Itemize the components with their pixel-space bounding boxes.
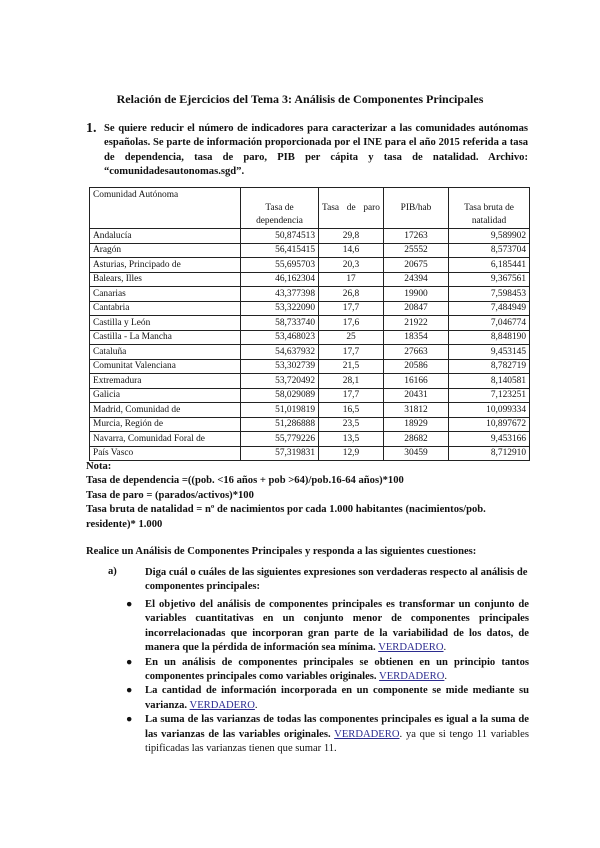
table-row [90,243,530,258]
cell-unemployment: 17,6 [319,316,384,331]
cell-birth-rate: 8,140581 [449,374,530,389]
answer-verdadero: VERDADERO [334,728,400,740]
bullet-icon: ● [126,656,133,668]
cell-gdp: 25552 [384,243,449,258]
cell-community: Galicia [90,388,241,403]
cell-unemployment: 16,5 [319,403,384,418]
bullet-icon: ● [126,714,133,726]
note-dependency: Tasa de dependencia =((pob. <16 años + pob >64)/pob.16-64 años)*100 [86,475,404,487]
cell-dependency: 53,468023 [241,330,319,345]
cell-birth-rate: 7,598453 [449,287,530,302]
cell-unemployment: 17,7 [319,345,384,360]
cell-gdp: 21922 [384,316,449,331]
header-unemployment: Tasa de paro [319,188,384,229]
cell-community: Navarra, Comunidad Foral de [90,432,241,447]
table-header-row [90,188,530,229]
cell-gdp: 19900 [384,287,449,302]
cell-unemployment: 17,7 [319,301,384,316]
statement-text: La suma de las varianzas de todas las componentes principales es igual a la suma de las varianzas de las variables originales. [145,714,529,740]
table-row [90,432,530,447]
cell-dependency: 43,377398 [241,287,319,302]
table-row [90,272,530,287]
cell-dependency: 55,695703 [241,258,319,273]
statement-extra: . ya que si tengo 11 variables tipificadas las varianzas tienen que sumar 11. [145,728,529,755]
cell-gdp: 18929 [384,417,449,432]
cell-gdp: 28682 [384,432,449,447]
question-a-text: Diga cuál o cuáles de las siguientes expresiones son verdaderas respecto al análisis de componentes principales: [145,567,528,593]
table-row [90,403,530,418]
cell-unemployment: 17 [319,272,384,287]
cell-community: Cantabria [90,301,241,316]
table-row [90,229,530,244]
cell-unemployment: 21,5 [319,359,384,374]
notes-block [86,460,526,532]
cell-birth-rate: 8,848190 [449,330,530,345]
statement-text: El objetivo del análisis de componentes principales es transformar un conjunto de variables cuantitativas en un conjunto menor de componentes principales incorrelacionadas que incorporan gran parte de la variabilidad de los datos, de manera que la pérdida de información sea mínima. [145,599,529,654]
bullet-icon: ● [126,599,133,610]
cell-community: Comunitat Valenciana [90,359,241,374]
cell-gdp: 24394 [384,272,449,287]
cell-unemployment: 13,5 [319,432,384,447]
statement-end: . [444,671,448,683]
cell-dependency: 58,029089 [241,388,319,403]
cell-birth-rate: 10,897672 [449,417,530,432]
statement-item [126,713,529,756]
cell-dependency: 46,162304 [241,272,319,287]
cell-unemployment: 29,8 [319,229,384,244]
statement-item [126,684,529,713]
cell-community: Balears, Illes [90,272,241,287]
cell-birth-rate: 8,573704 [449,243,530,258]
cell-unemployment: 14,6 [319,243,384,258]
cell-unemployment: 20,3 [319,258,384,273]
cell-dependency: 51,286888 [241,417,319,432]
cell-gdp: 16166 [384,374,449,389]
cell-unemployment: 25 [319,330,384,345]
table-row [90,330,530,345]
cell-community: Andalucía [90,229,241,244]
cell-birth-rate: 9,453166 [449,432,530,447]
cell-gdp: 20586 [384,359,449,374]
note-birth: Tasa bruta de natalidad = nº de nacimientos por cada 1.000 habitantes (nacimientos/pob. residente)* 1.000 [86,504,486,530]
statement-item [126,598,529,656]
header-community: Comunidad Autónoma [90,188,241,229]
statement-item [126,656,529,685]
cell-community: Murcia, Región de [90,417,241,432]
answer-verdadero: VERDADERO [378,642,444,654]
cell-birth-rate: 7,046774 [449,316,530,331]
cell-gdp: 20847 [384,301,449,316]
cell-dependency: 56,415415 [241,243,319,258]
table-row [90,374,530,389]
statement-text: La cantidad de información incorporada en un componente se mide mediante su varianza. [145,685,529,711]
cell-unemployment: 12,9 [319,446,384,461]
cell-gdp: 27663 [384,345,449,360]
table-row [90,258,530,273]
cell-dependency: 55,779226 [241,432,319,447]
cell-birth-rate: 7,484949 [449,301,530,316]
cell-birth-rate: 9,453145 [449,345,530,360]
document-title: Relación de Ejercicios del Tema 3: Análisis de Componentes Principales [116,92,484,106]
cell-gdp: 17263 [384,229,449,244]
cell-gdp: 20431 [384,388,449,403]
notes-heading: Nota: [86,461,112,472]
answer-verdadero: VERDADERO [379,671,445,683]
cell-unemployment: 28,1 [319,374,384,389]
cell-dependency: 53,720492 [241,374,319,389]
data-table [89,187,530,461]
cell-birth-rate: 9,589902 [449,229,530,244]
statement-end: . [254,699,258,711]
header-gdp: PIB/hab [384,188,449,229]
cell-community: Aragón [90,243,241,258]
bullet-icon: ● [126,685,133,697]
cell-birth-rate: 9,367561 [449,272,530,287]
table-row [90,388,530,403]
cell-gdp: 30459 [384,446,449,461]
statement-text: En un análisis de componentes principales se obtienen en un principio tantos componentes principales como variables originales. [145,656,529,683]
header-dependency: Tasa de dependencia [241,188,319,229]
cell-dependency: 54,637932 [241,345,319,360]
answer-verdadero: VERDADERO [189,699,255,711]
cell-gdp: 31812 [384,403,449,418]
cell-birth-rate: 10,099334 [449,403,530,418]
cell-dependency: 50,874513 [241,229,319,244]
statement-end: . [443,642,447,654]
exercise-number: 1. [86,121,97,136]
cell-dependency: 53,322090 [241,301,319,316]
cell-unemployment: 17,7 [319,388,384,403]
cell-birth-rate: 8,782719 [449,359,530,374]
cell-unemployment: 23,5 [319,417,384,432]
cell-unemployment: 26,8 [319,287,384,302]
table-row [90,316,530,331]
statements-list [126,598,529,756]
cell-community: Castilla - La Mancha [90,330,241,345]
cell-birth-rate: 6,185441 [449,258,530,273]
table-row [90,287,530,302]
cell-community: Cataluña [90,345,241,360]
cell-birth-rate: 8,712910 [449,446,530,461]
cell-community: País Vasco [90,446,241,461]
table-row [90,345,530,360]
cell-dependency: 57,319831 [241,446,319,461]
cell-community: Madrid, Comunidad de [90,403,241,418]
instructions: Realice un Análisis de Componentes Principales y responda a las siguientes cuestiones: [86,546,477,557]
cell-community: Asturias, Principado de [90,258,241,273]
cell-gdp: 20675 [384,258,449,273]
cell-dependency: 53,302739 [241,359,319,374]
exercise-intro: Se quiere reducir el número de indicadores para caracterizar a las comunidades autónomas españolas. Se parte de información proporcionada por el INE para el año 2015 referida a tasa de dependencia, tasa de paro, PIB per cápita y tasa de natalidad. Archivo: “comunidadesautonomas.sgd”. [104,123,528,178]
note-unemployment: Tasa de paro = (parados/activos)*100 [86,489,254,501]
cell-birth-rate: 7,123251 [449,388,530,403]
header-birth-rate: Tasa bruta de natalidad [449,188,530,229]
table-row [90,417,530,432]
cell-community: Extremadura [90,374,241,389]
table-row [90,446,530,461]
cell-dependency: 51,019819 [241,403,319,418]
question-a-label: a) [108,566,117,577]
cell-community: Castilla y León [90,316,241,331]
table-row [90,301,530,316]
cell-community: Canarias [90,287,241,302]
cell-gdp: 18354 [384,330,449,345]
cell-dependency: 58,733740 [241,316,319,331]
table-row [90,359,530,374]
